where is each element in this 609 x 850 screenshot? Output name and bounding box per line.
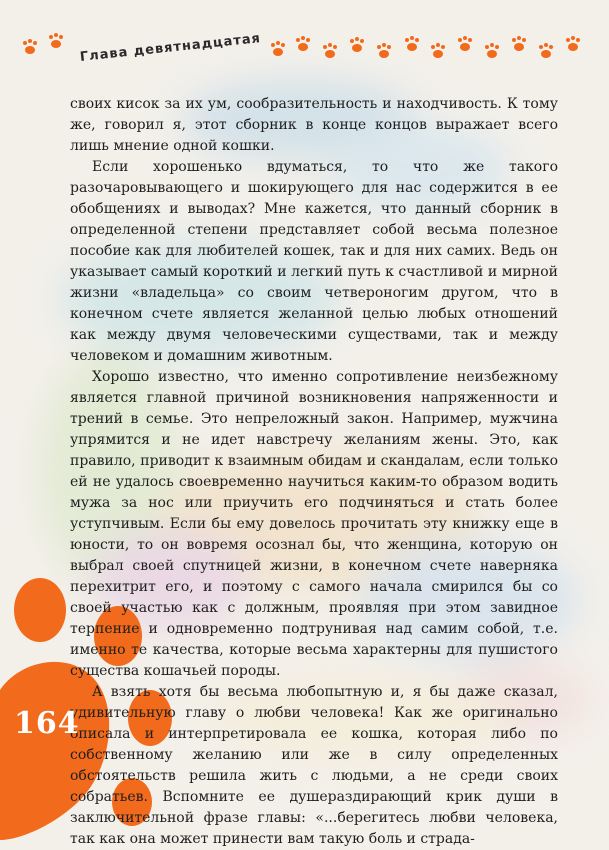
paragraph: А взять хотя бы весьма любопытную и, я бы даже сказал, удивительную главу о любви человека! Как же оригинально описала и интерпретировала ее кошка, которая либо по собственному желанию или же в силу определенных обстоятельств решила жить с людьми, а не среди своих собратьев. Вспомните ее душераздирающий крик души в заключительной фразе главы: «...берегитесь любви человека, так как она может принести вам такую боль и страда-	[70, 684, 558, 847]
paragraph: Если хорошенько вдуматься, то что же такого разочаровывающего и шокирующего для нас содержится в ее обобщениях и выводах? Мне кажется, что данный сборник в определенной степени представляет собой весьма полезное пособие как для любителей кошек, так и для них самих. Ведь он указывает самый короткий и легкий путь к счастливой и мирной жизни «владельца» со своим четвероногим другом, что в конечном счете является желанной целью любых отношений как между двумя человеческими существами, так и между человеком и домашним животным.	[70, 159, 558, 364]
page-number: 164	[14, 706, 80, 741]
paragraph: своих кисок за их ум, сообразительность и находчивость. К тому же, говорил я, этот сборник в конце концов выражает всего лишь мнение одной кошки.	[70, 96, 558, 154]
chapter-header	[0, 30, 609, 80]
body-text	[70, 94, 558, 850]
paragraph: Хорошо известно, что именно сопротивление неизбежному является главной причиной возникновения напряженности и трений в семье. Это непреложный закон. Например, мужчина упрямится и не идет навстречу желаниям жены. Это, как правило, приводит к взаимным обидам и скандалам, если только ей не удалось своевременно научиться каким-то образом водить мужа за нос или приучить его подчиняться и стать более уступчивым. Если бы ему довелось прочитать эту книжку еще в юности, то он вовремя осознал бы, что женщина, которую он выбрал своей спутницей жизни, в конечном счете наверняка перехитрит его, и поэтому с самого начала смирился бы со своей участью как с должным, проявляя при этом завидное терпение и одновременно подтрунивая над самим собой, т.е. именно те качества, которые весьма характерны для пушистого существа кошачьей породы.	[70, 369, 558, 679]
chapter-title: Глава девятнадцатая	[79, 31, 262, 65]
